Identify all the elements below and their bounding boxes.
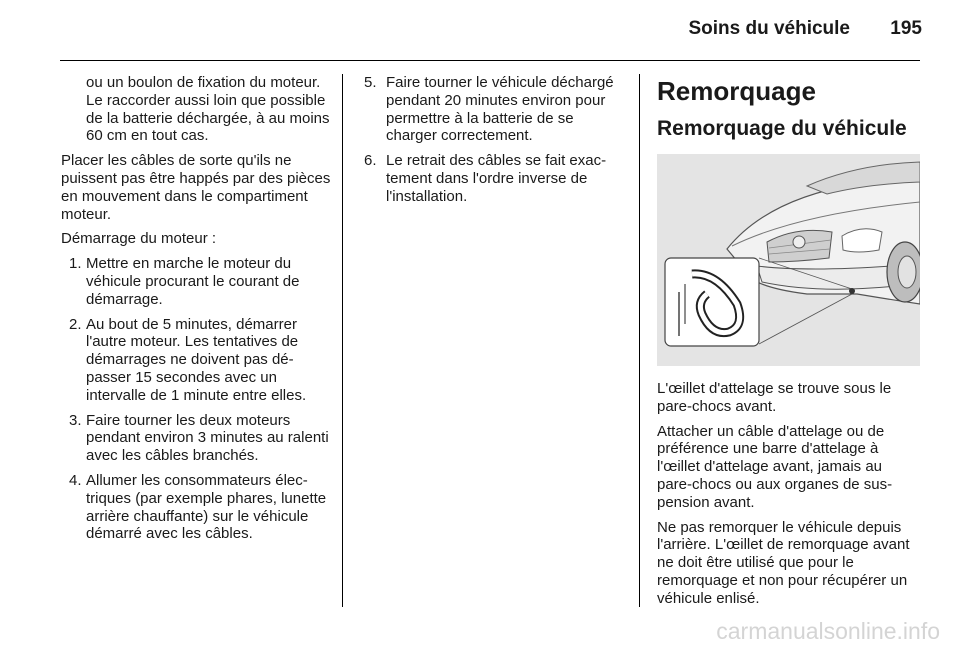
car-front-towing-eye-icon [657, 154, 920, 366]
paragraph-attach-instructions: Attacher un câble d'attelage ou de préférence une barre d'attelage à l'œillet d'attelage avant, jamais au pare-chocs ou aux organes de suspension avant. [657, 422, 893, 511]
list-item [361, 74, 627, 145]
list-item [61, 412, 331, 465]
step-number: 5. [364, 74, 377, 91]
watermark: carmanualsonline.info [716, 618, 940, 644]
step-text: Faire tourner le véhicule déchargé pendant 20 minutes environ pour permettre à la batterie de se charger correctement. [386, 74, 614, 145]
list-item [61, 472, 331, 543]
column-1 [61, 74, 331, 550]
column-2 [361, 74, 627, 213]
step-number: 6. [364, 152, 377, 170]
step-text: Le retrait des câbles se fait exactement dans l'ordre inverse de l'installation. [386, 152, 607, 205]
subsection-heading: Remorquage du véhicule [657, 117, 907, 140]
page-number: 195 [890, 18, 922, 39]
towing-eye-illustration [657, 154, 920, 366]
column-3 [657, 74, 921, 615]
step-number: 1. [69, 255, 82, 273]
paragraph-towing-eye-location: L'œillet d'attelage se trouve sous le pare-chocs avant. [657, 380, 892, 415]
step-text: Faire tourner les deux moteurs pendant environ 3 minutes au ralenti avec les câbles branchés. [86, 411, 329, 465]
start-steps-list [61, 255, 331, 543]
paragraph-cable-placement: Placer les câbles de sorte qu'ils ne puissent pas être happés par des pièces en mouvement dans le compartiment moteur. [61, 152, 331, 223]
paragraph-towing-warning: Ne pas remorquer le véhicule depuis l'arrière. L'œillet de remorquage avant ne doit être utilisé que pour le remorquage et non pour récupérer un véhicule enlisé. [657, 518, 910, 607]
step-text: Au bout de 5 minutes, démarrer l'autre moteur. Les tentatives de démarrages ne doivent pas dépasser 15 secondes avec un intervalle de 1 minute entre elles. [86, 315, 307, 404]
column-divider-2 [639, 74, 640, 607]
step-number: 3. [69, 411, 82, 429]
page-header-title: Soins du véhicule [688, 18, 850, 39]
step-text: Allumer les consommateurs électriques (par exemple phares, lunette arrière chauffante) sur le véhicule démarré avec les câbles. [86, 471, 327, 543]
column-divider-1 [342, 74, 343, 607]
header-rule [60, 60, 920, 61]
list-item [61, 255, 331, 308]
step-number: 2. [69, 315, 82, 333]
continued-steps-list [361, 74, 627, 206]
list-item [61, 316, 331, 405]
step-number: 4. [69, 471, 82, 489]
list-item [361, 152, 627, 205]
continued-step-text: ou un boulon de fixation du moteur. Le raccorder aussi loin que possible de la batterie déchargée, à au moins 60 cm en tout cas. [86, 74, 330, 145]
step-text: Mettre en marche le moteur du véhicule procurant le courant de démarrage. [86, 255, 300, 308]
section-heading: Remorquage [657, 76, 816, 106]
paragraph-engine-start: Démarrage du moteur : [61, 230, 217, 248]
